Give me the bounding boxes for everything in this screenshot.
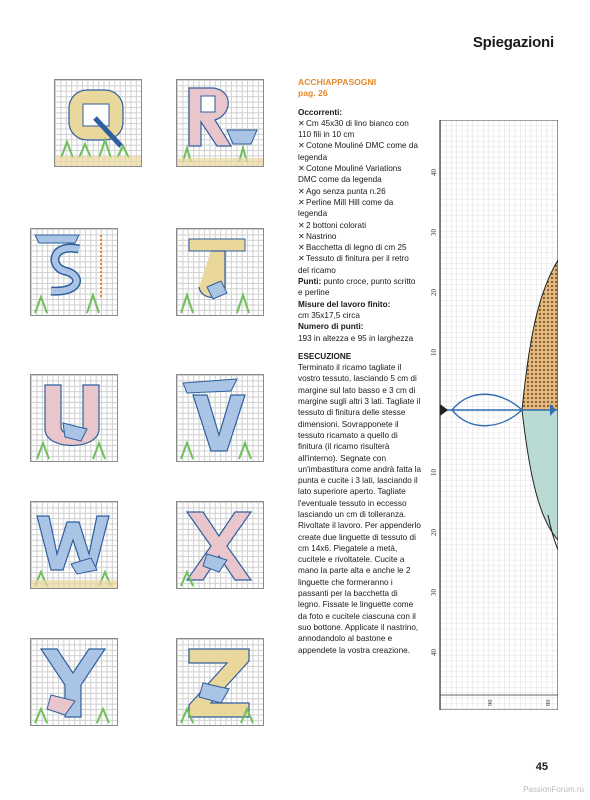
chart-tile: [30, 638, 118, 726]
materials-heading: Occorrenti:: [298, 107, 343, 117]
cross-icon: ✕: [298, 231, 305, 241]
cross-icon: ✕: [298, 118, 305, 128]
chart-tile: [176, 501, 264, 589]
execution-heading: ESECUZIONE: [298, 351, 352, 361]
cross-icon: ✕: [298, 141, 305, 151]
pattern-title: ACCHIAPPASOGNI: [298, 77, 377, 87]
page-reference: pag. 26: [298, 88, 328, 99]
ruler-label: 10: [430, 469, 438, 476]
material-item: ✕2 bottoni colorati: [298, 220, 367, 230]
size-value: cm 35x17,5 circa: [298, 310, 360, 320]
stitch-count-heading: Numero di punti:: [298, 322, 364, 332]
ruler-label: 20: [430, 289, 438, 296]
chart-tile: [176, 79, 264, 167]
chart-tile: [176, 374, 264, 462]
page-number: 45: [535, 761, 548, 773]
material-item: ✕Tessuto di finitura per il retro del ricamo: [298, 254, 409, 275]
size-heading: Misure del lavoro finito:: [298, 299, 391, 309]
ruler-label: 40: [430, 169, 438, 176]
material-item: ✕Cotone Mouliné Variations DMC come da legenda: [298, 164, 402, 185]
cross-icon: ✕: [298, 243, 305, 253]
chart-tile: [30, 501, 118, 589]
instructions-column: [298, 77, 422, 656]
chart-tile: [54, 79, 142, 167]
bottom-ruler-label: 90: [487, 699, 494, 706]
material-item: ✕Cotone Mouliné DMC come da legenda: [298, 141, 418, 162]
cross-icon: ✕: [298, 164, 305, 174]
material-item: ✕Ago senza punta n.26: [298, 186, 386, 196]
material-item: ✕Cm 45x30 di lino bianco con 110 fili in 10 cm: [298, 118, 409, 140]
stitch-count-value: 193 in altezza e 95 in larghezza: [298, 333, 414, 343]
cross-icon: ✕: [298, 186, 305, 196]
chart-tile: [30, 374, 118, 462]
ruler-label: 40: [430, 649, 438, 656]
main-pattern-chart: [430, 120, 558, 710]
bottom-ruler-label: 80: [545, 699, 552, 706]
cross-icon: ✕: [298, 197, 305, 207]
cross-icon: ✕: [298, 254, 305, 264]
cross-icon: ✕: [298, 220, 305, 230]
chart-tile: [176, 228, 264, 316]
stitches-line: Punti: punto croce, punto scritto e perline: [298, 277, 416, 298]
ruler-label: 20: [430, 529, 438, 536]
chart-svg: [430, 120, 558, 710]
ruler-label: 30: [430, 589, 438, 596]
material-item: ✕Perline Mill Hill come da legenda: [298, 197, 394, 219]
chart-tile: [30, 228, 118, 316]
material-item: ✕Bacchetta di legno di cm 25: [298, 243, 407, 253]
ruler-label: 30: [430, 229, 438, 236]
page-header-title: Spiegazioni: [472, 34, 554, 51]
execution-text: Terminato il ricamo tagliate il vostro tessuto, lasciando 5 cm di margine sul lato basso e 3 cm di margine sugli altri 3 lati. Tagliate il tessuto di finitura delle stesse dimensioni. Sovrapponete il tessuto ricamato a quello di finitura (il ricamo risulterà all'interno). Segnate con un'imbastitura come andrà fatta la punta e cucite i 3 lati, lasciando il lato superiore aperto. Tagliate l'eventuale tessuto in eccesso lasciando un cm di tolleranza. Rivoltate il lavoro. Per appenderlo create due linguette di tessuto di cm 14x6. Piegatele a metà, cucitele e rivoltatele. Cucite a mano la parte alta e anche le 2 linguette che formeranno i passanti per la bacchetta di legno. Fissate le linguette come da foto e cucitele ciascuna con il suo bottone. Applicate il nastrino, annodandolo al bastone e appendete la vostra creazione.: [298, 363, 422, 655]
ruler-label: 10: [430, 349, 438, 356]
material-item: ✕Nastrino: [298, 231, 337, 241]
site-credit: PassionForum.ru: [523, 785, 584, 794]
chart-tile: [176, 638, 264, 726]
